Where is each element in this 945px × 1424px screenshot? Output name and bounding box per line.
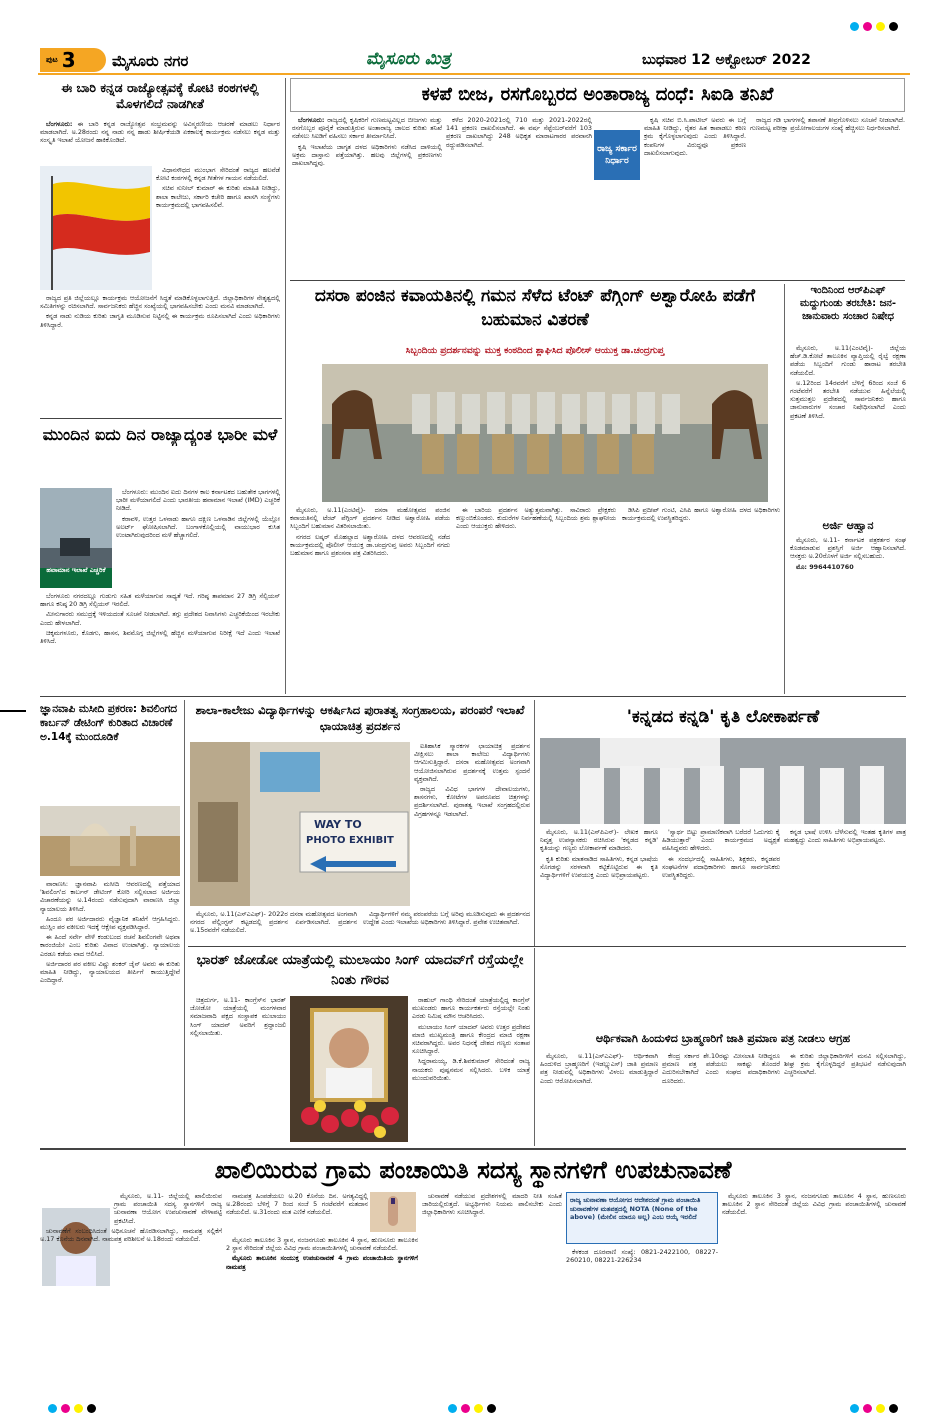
panchayat-subhead: ಮೈಸೂರು ತಾಲೂಕಿನ ಸಂಯುಕ್ತ ಉಪಚುನಾವಣೆ 4 ಗ್ರಾಮ ಪಂಚಾಯಿತಿಯ ಸ್ಥಾನಗಳಿಗೆ ನಾಮಪತ್ರ bbox=[226, 1254, 418, 1271]
rajyotsava-body-right bbox=[156, 166, 280, 290]
ink-finger-graphic bbox=[370, 1192, 416, 1232]
kannadada-p1: ಮೈಸೂರು, ಅ.11(ಎಸ್‌ಪಿಎನ್)- ಲೇಖಕ ಹಾಗೂ ನಿವೃತ್ತ ಉಪನ್ಯಾಸಕರು ರಚಿಸಿರುವ 'ಕನ್ನಡದ ಕನ್ನಡಿ' ಕೃತಿಯನ್ನು ಗಣ್ಯರು ಲೋಕಾರ್ಪಣೆ ಮಾಡಿದರು. bbox=[540, 828, 658, 853]
mulayam-photo bbox=[290, 996, 408, 1142]
rajyotsava-body-bottom bbox=[40, 294, 280, 414]
panchayat-top-rule bbox=[40, 1148, 906, 1150]
gyanvapi-p3: ಈ ಹಿಂದೆ ಸರ್ವೇ ವೇಳೆ ಕಂಡುಬಂದ ರಚನೆ ಶಿವಲಿಂಗವೇ ಅಥವಾ ಕಾರಂಜಿಯೇ ಎಂಬ ಕುರಿತು ವಿವಾದ ಉಂಟಾಗಿತ್ತು. ನ್ಯಾಯಾಲಯ ಎರಡೂ ಕಡೆಯ ವಾದ ಆಲಿಸಿದೆ. bbox=[40, 933, 180, 958]
kannadada-p5: ಕನ್ನಡ ಭಾಷೆ ಉಳಿಸಿ ಬೆಳೆಸುವಲ್ಲಿ ಇಂತಹ ಕೃತಿಗಳ ಪಾತ್ರ ಮಹತ್ವದ್ದು ಎಂದು ಸಾಹಿತಿಗಳು ಅಭಿಪ್ರಾಯಪಟ್ಟರು. bbox=[784, 828, 906, 845]
col-divider-3 bbox=[184, 700, 185, 1146]
col-divider-5 bbox=[534, 948, 535, 1146]
cid-bottom-rule bbox=[290, 280, 905, 281]
dasara-col-3 bbox=[622, 506, 780, 686]
margin-tick-left bbox=[0, 710, 26, 712]
rajyotsava-headline: ಈ ಬಾರಿ ಕನ್ನಡ ರಾಜ್ಯೋತ್ಸವಕ್ಕೆ ಕೋಟಿ ಕಂಠಗಳಲ್ಲಿ ಮೊಳಗಲಿದೆ ನಾಡಗೀತೆ bbox=[61, 80, 259, 111]
rpf-body bbox=[790, 344, 906, 514]
rain-top-rule bbox=[40, 418, 282, 419]
mid-rule bbox=[40, 696, 906, 697]
museum-p4: ವಿದ್ಯಾರ್ಥಿಗಳಿಗೆ ನಮ್ಮ ಪರಂಪರೆಯ ಬಗ್ಗೆ ಅರಿವು ಮೂಡಿಸುವುದು ಈ ಪ್ರದರ್ಶನದ ಉದ್ದೇಶ ಎಂದು ಇಲಾಖೆಯ ಅಧಿಕಾರಿಗಳು ತಿಳಿಸಿದ್ದಾರೆ. ಪ್ರವೇಶ ಉಚಿತವಾಗಿದೆ. bbox=[363, 910, 530, 927]
dasara-col-2 bbox=[456, 506, 616, 686]
rajyotsava-p5: ಕನ್ನಡ ನಾಡು ನುಡಿಯ ಕುರಿತು ಜಾಗೃತಿ ಮೂಡಿಸುವ ನಿಟ್ಟಿನಲ್ಲಿ ಈ ಕಾರ್ಯಕ್ರಮ ರೂಪಿಸಲಾಗಿದೆ ಎಂದು ಅಧಿಕಾರಿಗಳು ತಿಳಿಸಿದ್ದಾರೆ. bbox=[40, 312, 280, 329]
panchayat-p1: ಮೈಸೂರು, ಅ.11- ಜಿಲ್ಲೆಯಲ್ಲಿ ಖಾಲಿಯಿರುವ ಗ್ರಾಮ ಪಂಚಾಯಿತಿ ಸದಸ್ಯ ಸ್ಥಾನಗಳಿಗೆ ರಾಜ್ಯ ಚುನಾವಣಾ ಆಯೋಗ ಉಪಚುನಾವಣೆ ವೇಳಾಪಟ್ಟಿ ಪ್ರಕಟಿಸಿದೆ. bbox=[114, 1192, 222, 1225]
gyanvapi-p2: ಹಿಂದೂ ಪರ ಅರ್ಜಿದಾರರು ವೈಜ್ಞಾನಿಕ ತನಿಖೆಗೆ ಆಗ್ರಹಿಸಿದ್ದರು. ಮುಸ್ಲಿಂ ಪರ ವಕೀಲರು ಇದಕ್ಕೆ ಆಕ್ಷೇಪ ವ್ಯಕ್ತಪಡಿಸಿದ್ದಾರೆ. bbox=[40, 914, 180, 932]
panchayat-contact: ಕೆಳಕಂಡ ದೂರವಾಣಿ ಸಂಖ್ಯೆ: 0821-2422100, 08227-260210, 08221-226234 bbox=[566, 1248, 718, 1265]
panchayat-p4: ಮೈಸೂರು ತಾಲೂಕಿನ 3 ಸ್ಥಾನ, ನಂಜನಗೂಡು ತಾಲೂಕಿನ 4 ಸ್ಥಾನ, ಹುಣಸೂರು ತಾಲೂಕಿನ 2 ಸ್ಥಾನ ಸೇರಿದಂತೆ ಜಿಲ್ಲೆಯ ವಿವಿಧ ಗ್ರಾಮ ಪಂಚಾಯಿತಿಗಳಲ್ಲಿ ಚುನಾವಣೆ ನಡೆಯಲಿದೆ. bbox=[226, 1236, 418, 1253]
kannadada-photo-graphic bbox=[540, 738, 906, 824]
mulayam-p3: ಮುಲಾಯಂ ಸಿಂಗ್ ಯಾದವ್ ಅವರು ಉತ್ತರ ಪ್ರದೇಶದ ಮಾಜಿ ಮುಖ್ಯಮಂತ್ರಿ ಹಾಗೂ ಕೇಂದ್ರದ ಮಾಜಿ ರಕ್ಷಣಾ ಸಚಿವರಾಗಿದ್ದರು. ಅವರ ನಿಧನಕ್ಕೆ ದೇಶದ ಗಣ್ಯರು ಸಂತಾಪ ಸೂಚಿಸಿದ್ದಾರೆ. bbox=[412, 1022, 530, 1056]
karnataka-flag-photo bbox=[40, 166, 152, 290]
kannadada-col-1 bbox=[540, 828, 658, 942]
museum-body-bottom bbox=[190, 910, 530, 942]
rain-p4: ಮೀನುಗಾರರು ಸಮುದ್ರಕ್ಕೆ ಇಳಿಯದಂತೆ ಸೂಚನೆ ನೀಡಲಾಗಿದೆ. ತಗ್ಗು ಪ್ರದೇಶದ ನಿವಾಸಿಗಳು ಎಚ್ಚರಿಕೆಯಿಂದ ಇರಬೇಕು ಎಂದು ಹೇಳಲಾಗಿದೆ. bbox=[40, 610, 280, 627]
header-rule bbox=[38, 73, 910, 75]
col-divider-4 bbox=[534, 700, 535, 946]
color-bar-left bbox=[48, 1404, 96, 1413]
flag-graphic bbox=[40, 166, 152, 290]
brahmin-p3: ಈ ಕುರಿತು ಜಿಲ್ಲಾಧಿಕಾರಿಗಳಿಗೆ ಮನವಿ ಸಲ್ಲಿಸಲಾಗಿದ್ದು, ಶೀಘ್ರ ಕ್ರಮ ಕೈಗೊಳ್ಳದಿದ್ದರೆ ಪ್ರತಿಭಟನೆ ನಡೆಸುವುದಾಗಿ ಎಚ್ಚರಿಸಲಾಗಿದೆ. bbox=[784, 1052, 906, 1077]
mulayam-p2: ರಾಹುಲ್ ಗಾಂಧಿ ಸೇರಿದಂತೆ ಯಾತ್ರೆಯಲ್ಲಿದ್ದ ಕಾಂಗ್ರೆಸ್ ಮುಖಂಡರು ಹಾಗೂ ಕಾರ್ಯಕರ್ತರು ರಸ್ತೆಯಲ್ಲೇ ನಿಂತು ಎರಡು ನಿಮಿಷ ಮೌನ ಆಚರಿಸಿದರು. bbox=[412, 996, 530, 1021]
rajyotsava-p4: ರಾಜ್ಯದ ಪ್ರತಿ ಜಿಲ್ಲೆಯಲ್ಲೂ ಕಾರ್ಯಕ್ರಮ ಆಯೋಜನೆಗೆ ಸಿದ್ಧತೆ ಮಾಡಿಕೊಳ್ಳಲಾಗುತ್ತಿದೆ. ಜಿಲ್ಲಾಧಿಕಾರಿಗಳ ನೇತೃತ್ವದಲ್ಲಿ ಸಮಿತಿಗಳನ್ನು ರಚಿಸಲಾಗಿದೆ. ಸಾರ್ವಜನಿಕರು ಹೆಚ್ಚಿನ ಸಂಖ್ಯೆಯಲ್ಲಿ ಭಾಗವಹಿಸಬೇಕು ಎಂದು ಮನವಿ ಮಾಡಲಾಗಿದೆ. bbox=[40, 294, 280, 311]
rain-p5: ಚಿಕ್ಕಮಗಳೂರು, ಕೊಡಗು, ಹಾಸನ, ಶಿವಮೊಗ್ಗ ಜಿಲ್ಲೆಗಳಲ್ಲಿ ಹೆಚ್ಚಿನ ಮಳೆಯಾಗುವ ನಿರೀಕ್ಷೆ ಇದೆ ಎಂದು ಇಲಾಖೆ ತಿಳಿಸಿದೆ. bbox=[40, 628, 280, 646]
mulayam-col-1 bbox=[190, 996, 286, 1142]
page-label: ಪುಟ bbox=[46, 55, 58, 64]
mulayam-top-rule bbox=[188, 946, 906, 947]
cid-p4: ಕೃಷಿ ಸಚಿವ ಬಿ.ಸಿ.ಪಾಟೀಲ್ ಅವರು ಈ ಬಗ್ಗೆ ಮಾಹಿತಿ ನೀಡಿದ್ದು, ರೈತರ ಹಿತ ಕಾಪಾಡಲು ಕಠಿಣ ಕ್ರಮ ಕೈಗೊಳ್ಳಲಾಗುವುದು ಎಂದು ತಿಳಿಸಿದ್ದಾರೆ. ಕಂಪನಿಗಳ ವಿರುದ್ಧವೂ ಪ್ರಕರಣ ದಾಖಲಿಸಲಾಗುವುದು. bbox=[644, 116, 746, 157]
kannadada-p2: ಕೃತಿ ಕುರಿತು ಮಾತನಾಡಿದ ಸಾಹಿತಿಗಳು, ಕನ್ನಡ ಭಾಷೆಯ ಸೊಗಡನ್ನು ಸರಳವಾಗಿ ಕಟ್ಟಿಕೊಟ್ಟಿರುವ ಈ ಕೃತಿ ವಿದ್ಯಾರ್ಥಿಗಳಿಗೆ ಉಪಯುಕ್ತ ಎಂದು ಅಭಿಪ್ರಾಯಪಟ್ಟರು. bbox=[540, 854, 658, 880]
dasara-subhead: ಸಿಬ್ಬಂದಿಯ ಪ್ರದರ್ಶನವನ್ನು ಮುಕ್ತ ಕಂಠದಿಂದ ಶ್ಲಾಘಿಸಿದ ಪೊಲೀಸ್ ಆಯುಕ್ತ ಡಾ.ಚಂದ್ರಗುಪ್ತ bbox=[405, 346, 665, 356]
rain-body-bottom bbox=[40, 592, 280, 690]
panchayat-col-2b bbox=[226, 1236, 418, 1384]
cid-col-3 bbox=[596, 116, 746, 276]
rajyotsava-p2: ವಿಧಾನಸೌಧದ ಮುಂಭಾಗ ಸೇರಿದಂತೆ ರಾಜ್ಯದ ಹಲವೆಡೆ ಕೋಟಿ ಕಂಠಗಳಲ್ಲಿ ಕನ್ನಡ ಗೀತೆಗಳ ಗಾಯನ ನಡೆಯಲಿದೆ. bbox=[156, 166, 280, 183]
cid-sidebox-text: ರಾಜ್ಯ ಸರ್ಕಾರ ನಿರ್ಧಾರ bbox=[597, 144, 637, 166]
ink-finger-photo bbox=[370, 1192, 416, 1232]
panchayat-p3: ನಾಮಪತ್ರ ಹಿಂಪಡೆಯಲು ಅ.20 ಕೊನೆಯ ದಿನ. ಅಗತ್ಯವಿದ್ದಲ್ಲಿ ಅ.28ರಂದು ಬೆಳಿಗ್ಗೆ 7 ರಿಂದ ಸಂಜೆ 5 ಗಂಟೆವರೆಗೆ ಮತದಾನ ನಡೆಯಲಿದೆ. ಅ.31ರಂದು ಮತ ಎಣಿಕೆ ನಡೆಯಲಿದೆ. bbox=[226, 1192, 368, 1217]
panchayat-p2: ಚುನಾವಣೆಗೆ ಸಂಬಂಧಿಸಿದಂತೆ ಅಧಿಸೂಚನೆ ಹೊರಡಿಸಲಾಗಿದ್ದು, ನಾಮಪತ್ರ ಸಲ್ಲಿಕೆಗೆ ಅ.17 ಕೊನೆಯ ದಿನವಾಗಿದೆ. ನಾಮಪತ್ರ ಪರಿಶೀಲನೆ ಅ.18ರಂದು ನಡೆಯಲಿದೆ. bbox=[40, 1226, 222, 1244]
cid-dateline: ಬೆಂಗಳೂರು: bbox=[298, 116, 325, 124]
rajyotsava-body-top bbox=[40, 120, 280, 162]
color-bar-center bbox=[448, 1404, 496, 1413]
arji-phone: ಮೊ: 9964410760 bbox=[796, 562, 854, 571]
kannadada-col-3 bbox=[784, 828, 906, 942]
museum-sign-line2: PHOTO EXHIBIT bbox=[306, 835, 394, 846]
page-number: 3 bbox=[61, 48, 76, 72]
mulayam-photo-graphic bbox=[290, 996, 408, 1142]
rpf-p1: ಮೈಸೂರು, ಅ.11(ಎಂಟಿವೈ)- ಜಿಲ್ಲೆಯ ಹೆಚ್.ಡಿ.ಕೋಟೆ ತಾಲೂಕಿನ ವ್ಯಾಪ್ತಿಯಲ್ಲಿ ರೈಲ್ವೆ ರಕ್ಷಣಾ ಪಡೆಯ ಸಿಬ್ಬಂದಿಗೆ ಗುಂಡು ಹಾರಾಟ ತರಬೇತಿ ನಡೆಯಲಿದೆ. bbox=[790, 344, 906, 377]
cid-col-2 bbox=[446, 116, 592, 276]
color-bar-right bbox=[850, 1404, 898, 1413]
color-bar-top-right bbox=[850, 22, 898, 31]
dasara-group-photo bbox=[322, 364, 768, 502]
panchayat-p4-repeat: ಮೈಸೂರು ತಾಲೂಕಿನ 3 ಸ್ಥಾನ, ನಂಜನಗೂಡು ತಾಲೂಕಿನ 4 ಸ್ಥಾನ, ಹುಣಸೂರು ತಾಲೂಕಿನ 2 ಸ್ಥಾನ ಸೇರಿದಂತೆ ಜಿಲ್ಲೆಯ ವಿವಿಧ ಗ್ರಾಮ ಪಂಚಾಯಿತಿಗಳಲ್ಲಿ ಚುನಾವಣೆ ನಡೆಯಲಿದೆ. bbox=[722, 1192, 906, 1217]
museum-p2: ರಾಜ್ಯದ ವಿವಿಧ ಭಾಗಗಳ ದೇವಾಲಯಗಳು, ಶಾಸನಗಳು, ಕೋಟೆಗಳ ಅಪರೂಪದ ಚಿತ್ರಗಳನ್ನು ಪ್ರದರ್ಶಿಸಲಾಗಿದೆ. ಪುರಾತತ್ವ ಇಲಾಖೆ ಸಂಗ್ರಹದಲ್ಲಿರುವ ವಿಗ್ರಹಗಳನ್ನೂ ಇಡಲಾಗಿದೆ. bbox=[414, 785, 530, 818]
kannadada-col-2 bbox=[662, 828, 780, 942]
arji-body bbox=[790, 536, 906, 686]
museum-p3: ಮೈಸೂರು, ಅ.11(ಎಸ್‌ಎಎಫ್)- 2022ರ ದಸರಾ ಮಹೋತ್ಸವದ ಅಂಗವಾಗಿ ನಗರದ ವೆಲ್ಲಿಂಗ್ಟನ್ ಕಟ್ಟಡದಲ್ಲಿ ಪ್ರದರ್ಶನ ಏರ್ಪಡಿಸಲಾಗಿದೆ. ಪ್ರದರ್ಶನ ಅ.15ರವರೆಗೆ ನಡೆಯಲಿದೆ. bbox=[190, 910, 357, 935]
rain-p2: ಕರಾವಳಿ, ಉತ್ತರ ಒಳನಾಡು ಹಾಗೂ ದಕ್ಷಿಣ ಒಳನಾಡಿನ ಜಿಲ್ಲೆಗಳಲ್ಲಿ ಯೆಲ್ಲೋ ಅಲರ್ಟ್ ಘೋಷಿಸಲಾಗಿದೆ. ಬಂಗಾಳಕೊಲ್ಲಿಯಲ್ಲಿ ವಾಯುಭಾರ ಕುಸಿತ ಉಂಟಾಗಿರುವುದರಿಂದ ಮಳೆ ಹೆಚ್ಚಾಗಲಿದೆ. bbox=[116, 514, 280, 540]
kannadada-photo bbox=[540, 738, 906, 824]
museum-body-right bbox=[414, 742, 530, 906]
panchayat-headline: ಖಾಲಿಯಿರುವ ಗ್ರಾಮ ಪಂಚಾಯಿತಿ ಸದಸ್ಯ ಸ್ಥಾನಗಳಿಗೆ ಉಪಚುನಾವಣೆ bbox=[214, 1156, 732, 1184]
museum-photo bbox=[190, 742, 410, 906]
col-divider-1 bbox=[285, 78, 286, 694]
rajyotsava-p1: ಈ ಬಾರಿ ಕನ್ನಡ ರಾಜ್ಯೋತ್ಸವ ಸಂಭ್ರಮವನ್ನು ಅವಿಸ್ಮರಣೀಯ ಆಚರಣೆ ಮಾಡಲು ನಿರ್ಧಾರ ಮಾಡಲಾಗಿದೆ. ಅ.28ರಂದು ನನ್ನ ನಾಡು ನನ್ನ ಹಾಡು ಶೀರ್ಷಿಕೆಯಡಿ ಏಕಕಾಲಕ್ಕೆ ಕಾರ್ಯಕ್ರಮ ನಡೆಸಲು ಕನ್ನಡ ಮತ್ತು ಸಂಸ್ಕೃತಿ ಇಲಾಖೆ ಯೋಜನೆ ಹಾಕಿಕೊಂಡಿದೆ. bbox=[40, 120, 280, 145]
museum-photo-graphic bbox=[190, 742, 410, 906]
brahmin-col-1 bbox=[540, 1052, 658, 1142]
gyanvapi-p4: ಅರ್ಜಿದಾರರ ಪರ ವಕೀಲ ವಿಷ್ಣು ಶಂಕರ್ ಜೈನ್ ಅವರು ಈ ಕುರಿತು ಮಾಹಿತಿ ನೀಡಿದ್ದು, ನ್ಯಾಯಾಲಯದ ತೀರ್ಪಿಗೆ ಕಾಯುತ್ತಿದ್ದೇವೆ ಎಂದಿದ್ದಾರೆ. bbox=[40, 959, 180, 985]
cid-p2: ಕೃಷಿ ಇಲಾಖೆಯ ಜಾಗೃತ ದಳದ ಅಧಿಕಾರಿಗಳು ನಡೆಸಿದ ದಾಳಿಯಲ್ಲಿ ಅಕ್ರಮ ದಾಸ್ತಾನು ಪತ್ತೆಯಾಗಿತ್ತು. ಹಲವು ಜಿಲ್ಲೆಗಳಲ್ಲಿ ಪ್ರಕರಣಗಳು ದಾಖಲಾಗಿದ್ದವು. bbox=[292, 142, 442, 168]
rajyotsava-p3: ಸಚಿವ ಸುನೀಲ್ ಕುಮಾರ್ ಈ ಕುರಿತು ಮಾಹಿತಿ ನೀಡಿದ್ದು, ಶಾಲಾ ಕಾಲೇಜು, ಸರ್ಕಾರಿ ಕಚೇರಿ ಹಾಗೂ ಖಾಸಗಿ ಸಂಸ್ಥೆಗಳು ಕಾರ್ಯಕ್ರಮದಲ್ಲಿ ಭಾಗವಹಿಸಲಿವೆ. bbox=[156, 184, 280, 209]
rain-photo bbox=[40, 488, 112, 588]
cid-headline: ಕಳಪೆ ಬೀಜ, ರಸಗೊಬ್ಬರದ ಅಂತಾರಾಜ್ಯ ದಂಧೆ: ಸಿಐಡಿ ತನಿಖೆ bbox=[421, 84, 774, 105]
kannadada-headline: 'ಕನ್ನಡದ ಕನ್ನಡಿ' ಕೃತಿ ಲೋಕಾರ್ಪಣೆ bbox=[626, 707, 820, 727]
rain-photo-caption: ಹವಾಮಾನ ಇಲಾಖೆ ಎಚ್ಚರಿಕೆ bbox=[46, 566, 106, 574]
mulayam-p4: ಸಿದ್ದರಾಮಯ್ಯ, ಡಿ.ಕೆ.ಶಿವಕುಮಾರ್ ಸೇರಿದಂತೆ ರಾಜ್ಯ ನಾಯಕರು ಪುಷ್ಪನಮನ ಸಲ್ಲಿಸಿದರು. ಬಳಿಕ ಯಾತ್ರೆ ಮುಂದುವರಿಯಿತು. bbox=[412, 1057, 530, 1082]
dasara-p3: ಈ ಬಾರಿಯ ಪ್ರದರ್ಶನ ಅತ್ಯುತ್ತಮವಾಗಿತ್ತು. ಸಾವಿರಾರು ಪ್ರೇಕ್ಷಕರು ಕಣ್ತುಂಬಿಕೊಂಡರು. ಕುದುರೆಗಳ ನಿರ್ವಹಣೆಯಲ್ಲಿ ಸಿಬ್ಬಂದಿಯ ಶ್ರಮ ಶ್ಲಾಘನೀಯ ಎಂದು ಆಯುಕ್ತರು ಹೇಳಿದರು. bbox=[456, 506, 616, 531]
museum-p1: ಐತಿಹಾಸಿಕ ಸ್ಮಾರಕಗಳ ಛಾಯಾಚಿತ್ರ ಪ್ರದರ್ಶನ ವೀಕ್ಷಿಸಲು ಶಾಲಾ ಕಾಲೇಜು ವಿದ್ಯಾರ್ಥಿಗಳು ಆಗಮಿಸುತ್ತಿದ್ದಾರೆ. ದಸರಾ ಮಹೋತ್ಸವದ ಅಂಗವಾಗಿ ಆಯೋಜಿಸಲಾಗಿರುವ ಪ್ರದರ್ಶನಕ್ಕೆ ಉತ್ತಮ ಸ್ಪಂದನೆ ವ್ಯಕ್ತವಾಗಿದೆ. bbox=[414, 742, 530, 783]
arji-p1: ಮೈಸೂರು, ಅ.11- ಕರ್ನಾಟಕ ಪತ್ರಕರ್ತರ ಸಂಘ ಕೊಡಮಾಡುವ ಪ್ರಶಸ್ತಿಗೆ ಅರ್ಜಿ ಆಹ್ವಾನಿಸಲಾಗಿದೆ. ಆಸಕ್ತರು ಅ.20ರೊಳಗೆ ಅರ್ಜಿ ಸಲ್ಲಿಸಬಹುದು. bbox=[790, 536, 906, 561]
page-header bbox=[0, 48, 945, 72]
dasara-p4: ಡಿಸಿಪಿ ಪ್ರದೀಪ್ ಗುಂಟಿ, ಎಸಿಪಿ ಹಾಗೂ ಅಶ್ವಾರೋಹಿ ದಳದ ಅಧಿಕಾರಿಗಳು ಕಾರ್ಯಕ್ರಮದಲ್ಲಿ ಉಪಸ್ಥಿತರಿದ್ದರು. bbox=[622, 506, 780, 523]
rajyotsava-dateline: ಬೆಂಗಳೂರು: bbox=[46, 120, 73, 128]
brahmin-p2: ಕೇಂದ್ರ ಸರ್ಕಾರ ಶೇ.10ರಷ್ಟು ಮೀಸಲಾತಿ ನೀಡಿದ್ದರೂ ಪ್ರಮಾಣ ಪತ್ರ ಪಡೆಯಲು ಸಾಕಷ್ಟು ತೊಂದರೆ ಎದುರಿಸಬೇಕಾಗಿದೆ ಎಂದು ಸಂಘದ ಪದಾಧಿಕಾರಿಗಳು ದೂರಿದರು. bbox=[662, 1052, 780, 1085]
cid-p1: ರಾಜ್ಯದಲ್ಲಿ ಕೃಷಿಕರಿಗೆ ಗುಣಮಟ್ಟವಿಲ್ಲದ ಬೀಜಗಳು ಮತ್ತು ರಸಗೊಬ್ಬರ ಪೂರೈಕೆ ಮಾಡುತ್ತಿರುವ ಅಂತಾರಾಜ್ಯ ಜಾಲದ ಕುರಿತು ತನಿಖೆ ನಡೆಸಲು ಸಿಐಡಿಗೆ ವಹಿಸಲು ಸರ್ಕಾರ ತೀರ್ಮಾನಿಸಿದೆ. bbox=[292, 116, 442, 141]
cid-col-4 bbox=[750, 116, 905, 276]
dasara-p1: ಮೈಸೂರು, ಅ.11(ಎಂಟಿವೈ)- ದಸರಾ ಮಹೋತ್ಸವದ ಪಂಜಿನ ಕವಾಯತಿನಲ್ಲಿ ಟೆಂಟ್ ಪೆಗ್ಗಿಂಗ್ ಪ್ರದರ್ಶನ ನೀಡಿದ ಅಶ್ವಾರೋಹಿ ಪಡೆಯ ಸಿಬ್ಬಂದಿಗೆ ಬಹುಮಾನ ವಿತರಿಸಲಾಯಿತು. bbox=[290, 506, 450, 531]
museum-headline: ಶಾಲಾ-ಕಾಲೇಜು ವಿದ್ಯಾರ್ಥಿಗಳನ್ನು ಆಕರ್ಷಿಸಿದ ಪುರಾತತ್ವ ಸಂಗ್ರಹಾಲಯ, ಪರಂಪರೆ ಇಲಾಖೆ ಛಾಯಾಚಿತ್ರ ಪ್ರದರ್ಶನ bbox=[195, 703, 525, 733]
nota-box bbox=[566, 1192, 718, 1244]
masthead-logo: ಮೈಸೂರು ಮಿತ್ರ bbox=[366, 49, 451, 69]
brahmin-col-3 bbox=[784, 1052, 906, 1142]
rpf-p2: ಅ.12ರಿಂದ 14ರವರೆಗೆ ಬೆಳಿಗ್ಗೆ 6ರಿಂದ ಸಂಜೆ 6 ಗಂಟೆವರೆಗೆ ತರಬೇತಿ ನಡೆಯುವ ಹಿನ್ನೆಲೆಯಲ್ಲಿ ಸುತ್ತಮುತ್ತಲ ಪ್ರದೇಶದಲ್ಲಿ ಸಾರ್ವಜನಿಕರು ಹಾಗೂ ಜಾನುವಾರುಗಳ ಸಂಚಾರ ನಿಷೇಧಿಸಲಾಗಿದೆ ಎಂದು ಪ್ರಕಟಣೆ ತಿಳಿಸಿದೆ. bbox=[790, 378, 906, 420]
panchayat-col-3 bbox=[422, 1192, 562, 1384]
nota-box-text: ರಾಜ್ಯ ಚುನಾವಣಾ ಆಯೋಗದ ಆದೇಶದಂತೆ ಗ್ರಾಮ ಪಂಚಾಯಿತಿ ಚುನಾವಣೆಗಳ ಮತಪತ್ರದಲ್ಲಿ NOTA (None of the above) (ಮೇಲಿನ ಯಾರೂ ಅಲ್ಲ) ಎಂಬ ಆಯ್ಕೆ ಇರಲಿದೆ bbox=[570, 1196, 701, 1221]
cid-col-1 bbox=[292, 116, 442, 276]
gyanvapi-photo-graphic bbox=[40, 806, 180, 876]
panchayat-p5: ಚುನಾವಣೆ ನಡೆಯುವ ಪ್ರದೇಶಗಳಲ್ಲಿ ಮಾದರಿ ನೀತಿ ಸಂಹಿತೆ ಜಾರಿಯಲ್ಲಿರುತ್ತದೆ. ಅಭ್ಯರ್ಥಿಗಳು ನಿಯಮ ಪಾಲಿಸಬೇಕು ಎಂದು ಜಿಲ್ಲಾಧಿಕಾರಿಗಳು ಸೂಚಿಸಿದ್ದಾರೆ. bbox=[422, 1192, 562, 1217]
panchayat-col-1 bbox=[40, 1192, 222, 1384]
arji-headline: ಅರ್ಜಿ ಆಹ್ವಾನ bbox=[822, 519, 874, 532]
rain-headline: ಮುಂದಿನ ಐದು ದಿನ ರಾಜ್ಯಾದ್ಯಂತ ಭಾರೀ ಮಳೆ bbox=[42, 425, 278, 444]
mulayam-headline: ಭಾರತ್ ಜೋಡೋ ಯಾತ್ರೆಯಲ್ಲಿ ಮುಲಾಯಂ ಸಿಂಗ್ ಯಾದವ್‌ಗೆ ರಸ್ತೆಯಲ್ಲೇ ನಿಂತು ಗೌರವ bbox=[196, 952, 524, 988]
mulayam-p1: ಚಿತ್ರದುರ್ಗ, ಅ.11- ಕಾಂಗ್ರೆಸ್‌ನ ಭಾರತ್ ಜೋಡೋ ಯಾತ್ರೆಯಲ್ಲಿ ಮಂಗಳವಾರ ಸಮಾಜವಾದಿ ಪಕ್ಷದ ಸಂಸ್ಥಾಪಕ ಮುಲಾಯಂ ಸಿಂಗ್ ಯಾದವ್ ಅವರಿಗೆ ಶ್ರದ್ಧಾಂಜಲಿ ಸಲ್ಲಿಸಲಾಯಿತು. bbox=[190, 996, 286, 1037]
brahmin-col-2 bbox=[662, 1052, 780, 1142]
dasara-p2: ನಗರದ ಲಷ್ಕರ್ ಮೊಹಲ್ಲಾದ ಅಶ್ವಾರೋಹಿ ದಳದ ಆವರಣದಲ್ಲಿ ನಡೆದ ಕಾರ್ಯಕ್ರಮದಲ್ಲಿ ಪೊಲೀಸ್ ಆಯುಕ್ತ ಡಾ.ಚಂದ್ರಗುಪ್ತ ಅವರು ಸಿಬ್ಬಂದಿಗೆ ನಗದು ಬಹುಮಾನ ಹಾಗೂ ಪ್ರಶಂಸನಾ ಪತ್ರ ವಿತರಿಸಿದರು. bbox=[290, 532, 450, 558]
rpf-headline: ಇಂದಿನಿಂದ ಆರ್‌ಪಿಎಫ್ ಮದ್ದುಗುಂಡು ತರಬೇತಿ: ಜನ-ಜಾನುವಾರು ಸಂಚಾರ ನಿಷೇಧ bbox=[799, 285, 897, 322]
gyanvapi-photo bbox=[40, 806, 180, 876]
col-divider-2 bbox=[784, 284, 785, 694]
rain-p1: ಬೆಂಗಳೂರು: ಮುಂದಿನ ಐದು ದಿನಗಳ ಕಾಲ ಕರ್ನಾಟಕದ ಬಹುತೇಕ ಭಾಗಗಳಲ್ಲಿ ಭಾರೀ ಮಳೆಯಾಗಲಿದೆ ಎಂದು ಭಾರತೀಯ ಹವಾಮಾನ ಇಲಾಖೆ (IMD) ಎಚ್ಚರಿಕೆ ನೀಡಿದೆ. bbox=[116, 488, 280, 513]
date-line: ಬುಧವಾರ 12 ಅಕ್ಟೋಬರ್ 2022 bbox=[642, 52, 811, 68]
page-number-tab bbox=[40, 48, 106, 72]
brahmin-headline: ಆರ್ಥಿಕವಾಗಿ ಹಿಂದುಳಿದ ಬ್ರಾಹ್ಮಣರಿಗೆ ಜಾತಿ ಪ್ರಮಾಣ ಪತ್ರ ನೀಡಲು ಆಗ್ರಹ bbox=[595, 1032, 851, 1045]
kannadada-p3: 'ಸ್ವಾರ್ಥ ಬಿಟ್ಟು ಪ್ರಾಮಾಣಿಕವಾಗಿ ಬರೆದರೆ ಓದುಗರು ಕೈ ಹಿಡಿಯುತ್ತಾರೆ' ಎಂದು ಕಾರ್ಯಕ್ರಮದ ಅಧ್ಯಕ್ಷತೆ ವಹಿಸಿದ್ದವರು ಹೇಳಿದರು. bbox=[662, 828, 780, 853]
gyanvapi-p1: ವಾರಾಣಸಿ: ಜ್ಞಾನವಾಪಿ ಮಸೀದಿ ಆವರಣದಲ್ಲಿ ಪತ್ತೆಯಾದ 'ಶಿವಲಿಂಗ'ದ ಕಾರ್ಬನ್ ಡೇಟಿಂಗ್ ಕೋರಿ ಸಲ್ಲಿಸಲಾದ ಅರ್ಜಿಯ ವಿಚಾರಣೆಯನ್ನು ಅ.14ರಂದು ನಡೆಸುವುದಾಗಿ ವಾರಾಣಸಿ ಜಿಲ್ಲಾ ನ್ಯಾಯಾಲಯ ತಿಳಿಸಿದೆ. bbox=[40, 880, 180, 913]
section-title: ಮೈಸೂರು ನಗರ bbox=[112, 52, 189, 70]
kannadada-p4: ಈ ಸಂದರ್ಭದಲ್ಲಿ ಸಾಹಿತಿಗಳು, ಶಿಕ್ಷಕರು, ಕನ್ನಡಪರ ಸಂಘಟನೆಗಳ ಪದಾಧಿಕಾರಿಗಳು ಹಾಗೂ ಸಾರ್ವಜನಿಕರು ಉಪಸ್ಥಿತರಿದ್ದರು. bbox=[662, 854, 780, 880]
mulayam-col-2 bbox=[412, 996, 530, 1142]
rain-body-right bbox=[116, 488, 280, 588]
panchayat-col-5 bbox=[722, 1192, 906, 1384]
dasara-headline: ದಸರಾ ಪಂಜಿನ ಕವಾಯತಿನಲ್ಲಿ ಗಮನ ಸೆಳೆದ ಟೆಂಟ್ ಪೆಗ್ಗಿಂಗ್ ಅಶ್ವಾರೋಹಿ ಪಡೆಗೆ ಬಹುಮಾನ ವಿತರಣೆ bbox=[314, 286, 756, 330]
panchayat-col-4 bbox=[566, 1248, 718, 1384]
cid-p3: ಕಳೆದ 2020-2021ರಲ್ಲಿ 710 ಮತ್ತು 2021-2022ರಲ್ಲಿ 141 ಪ್ರಕರಣ ದಾಖಲಿಸಲಾಗಿದೆ. ಈ ವರ್ಷ ಸೆಪ್ಟೆಂಬರ್‌ವರೆಗೆ 103 ಪ್ರಕರಣ ದಾಖಲಾಗಿದ್ದು 248 ಅಧಿಕೃತ ಮಾರಾಟಗಾರರ ಪರವಾನಗಿ ರದ್ದುಪಡಿಸಲಾಗಿದೆ. bbox=[446, 116, 592, 149]
museum-sign-line1: WAY TO bbox=[314, 818, 362, 831]
rain-p3: ಬೆಂಗಳೂರು ನಗರದಲ್ಲೂ ಗುಡುಗು ಸಹಿತ ಮಳೆಯಾಗುವ ಸಾಧ್ಯತೆ ಇದೆ. ಗರಿಷ್ಠ ತಾಪಮಾನ 27 ಡಿಗ್ರಿ ಸೆಲ್ಸಿಯಸ್ ಹಾಗೂ ಕನಿಷ್ಠ 20 ಡಿಗ್ರಿ ಸೆಲ್ಸಿಯಸ್ ಇರಲಿದೆ. bbox=[40, 592, 280, 609]
gyanvapi-body bbox=[40, 880, 180, 1140]
dasara-photo-graphic bbox=[322, 364, 768, 502]
cid-p5: ರಾಜ್ಯದ ಗಡಿ ಭಾಗಗಳಲ್ಲಿ ತಪಾಸಣೆ ತೀವ್ರಗೊಳಿಸಲು ಸೂಚನೆ ನೀಡಲಾಗಿದೆ. ಗುಣಮಟ್ಟ ಪರೀಕ್ಷಾ ಪ್ರಯೋಗಾಲಯಗಳ ಸಂಖ್ಯೆ ಹೆಚ್ಚಿಸಲು ನಿರ್ಧರಿಸಲಾಗಿದೆ. bbox=[750, 116, 905, 133]
dasara-col-1 bbox=[290, 506, 450, 686]
brahmin-p1: ಮೈಸೂರು, ಅ.11(ಎಸ್‌ಎಎಫ್)- ಆರ್ಥಿಕವಾಗಿ ಹಿಂದುಳಿದ ಬ್ರಾಹ್ಮಣರಿಗೆ (ಇಡಬ್ಲ್ಯುಎಸ್) ಜಾತಿ ಪ್ರಮಾಣ ಪತ್ರ ನೀಡುವಲ್ಲಿ ಅಧಿಕಾರಿಗಳು ವಿಳಂಬ ಮಾಡುತ್ತಿದ್ದಾರೆ ಎಂದು ಆರೋಪಿಸಲಾಗಿದೆ. bbox=[540, 1052, 658, 1085]
rain-col-top bbox=[40, 470, 280, 486]
gyanvapi-headline: ಜ್ಞಾನವಾಪಿ ಮಸೀದಿ ಪ್ರಕರಣ: ಶಿವಲಿಂಗದ ಕಾರ್ಬನ್ ಡೇಟಿಂಗ್ ಕುರಿತಾದ ವಿಚಾರಣೆ ಅ.14ಕ್ಕೆ ಮುಂದೂಡಿಕೆ bbox=[40, 703, 177, 743]
